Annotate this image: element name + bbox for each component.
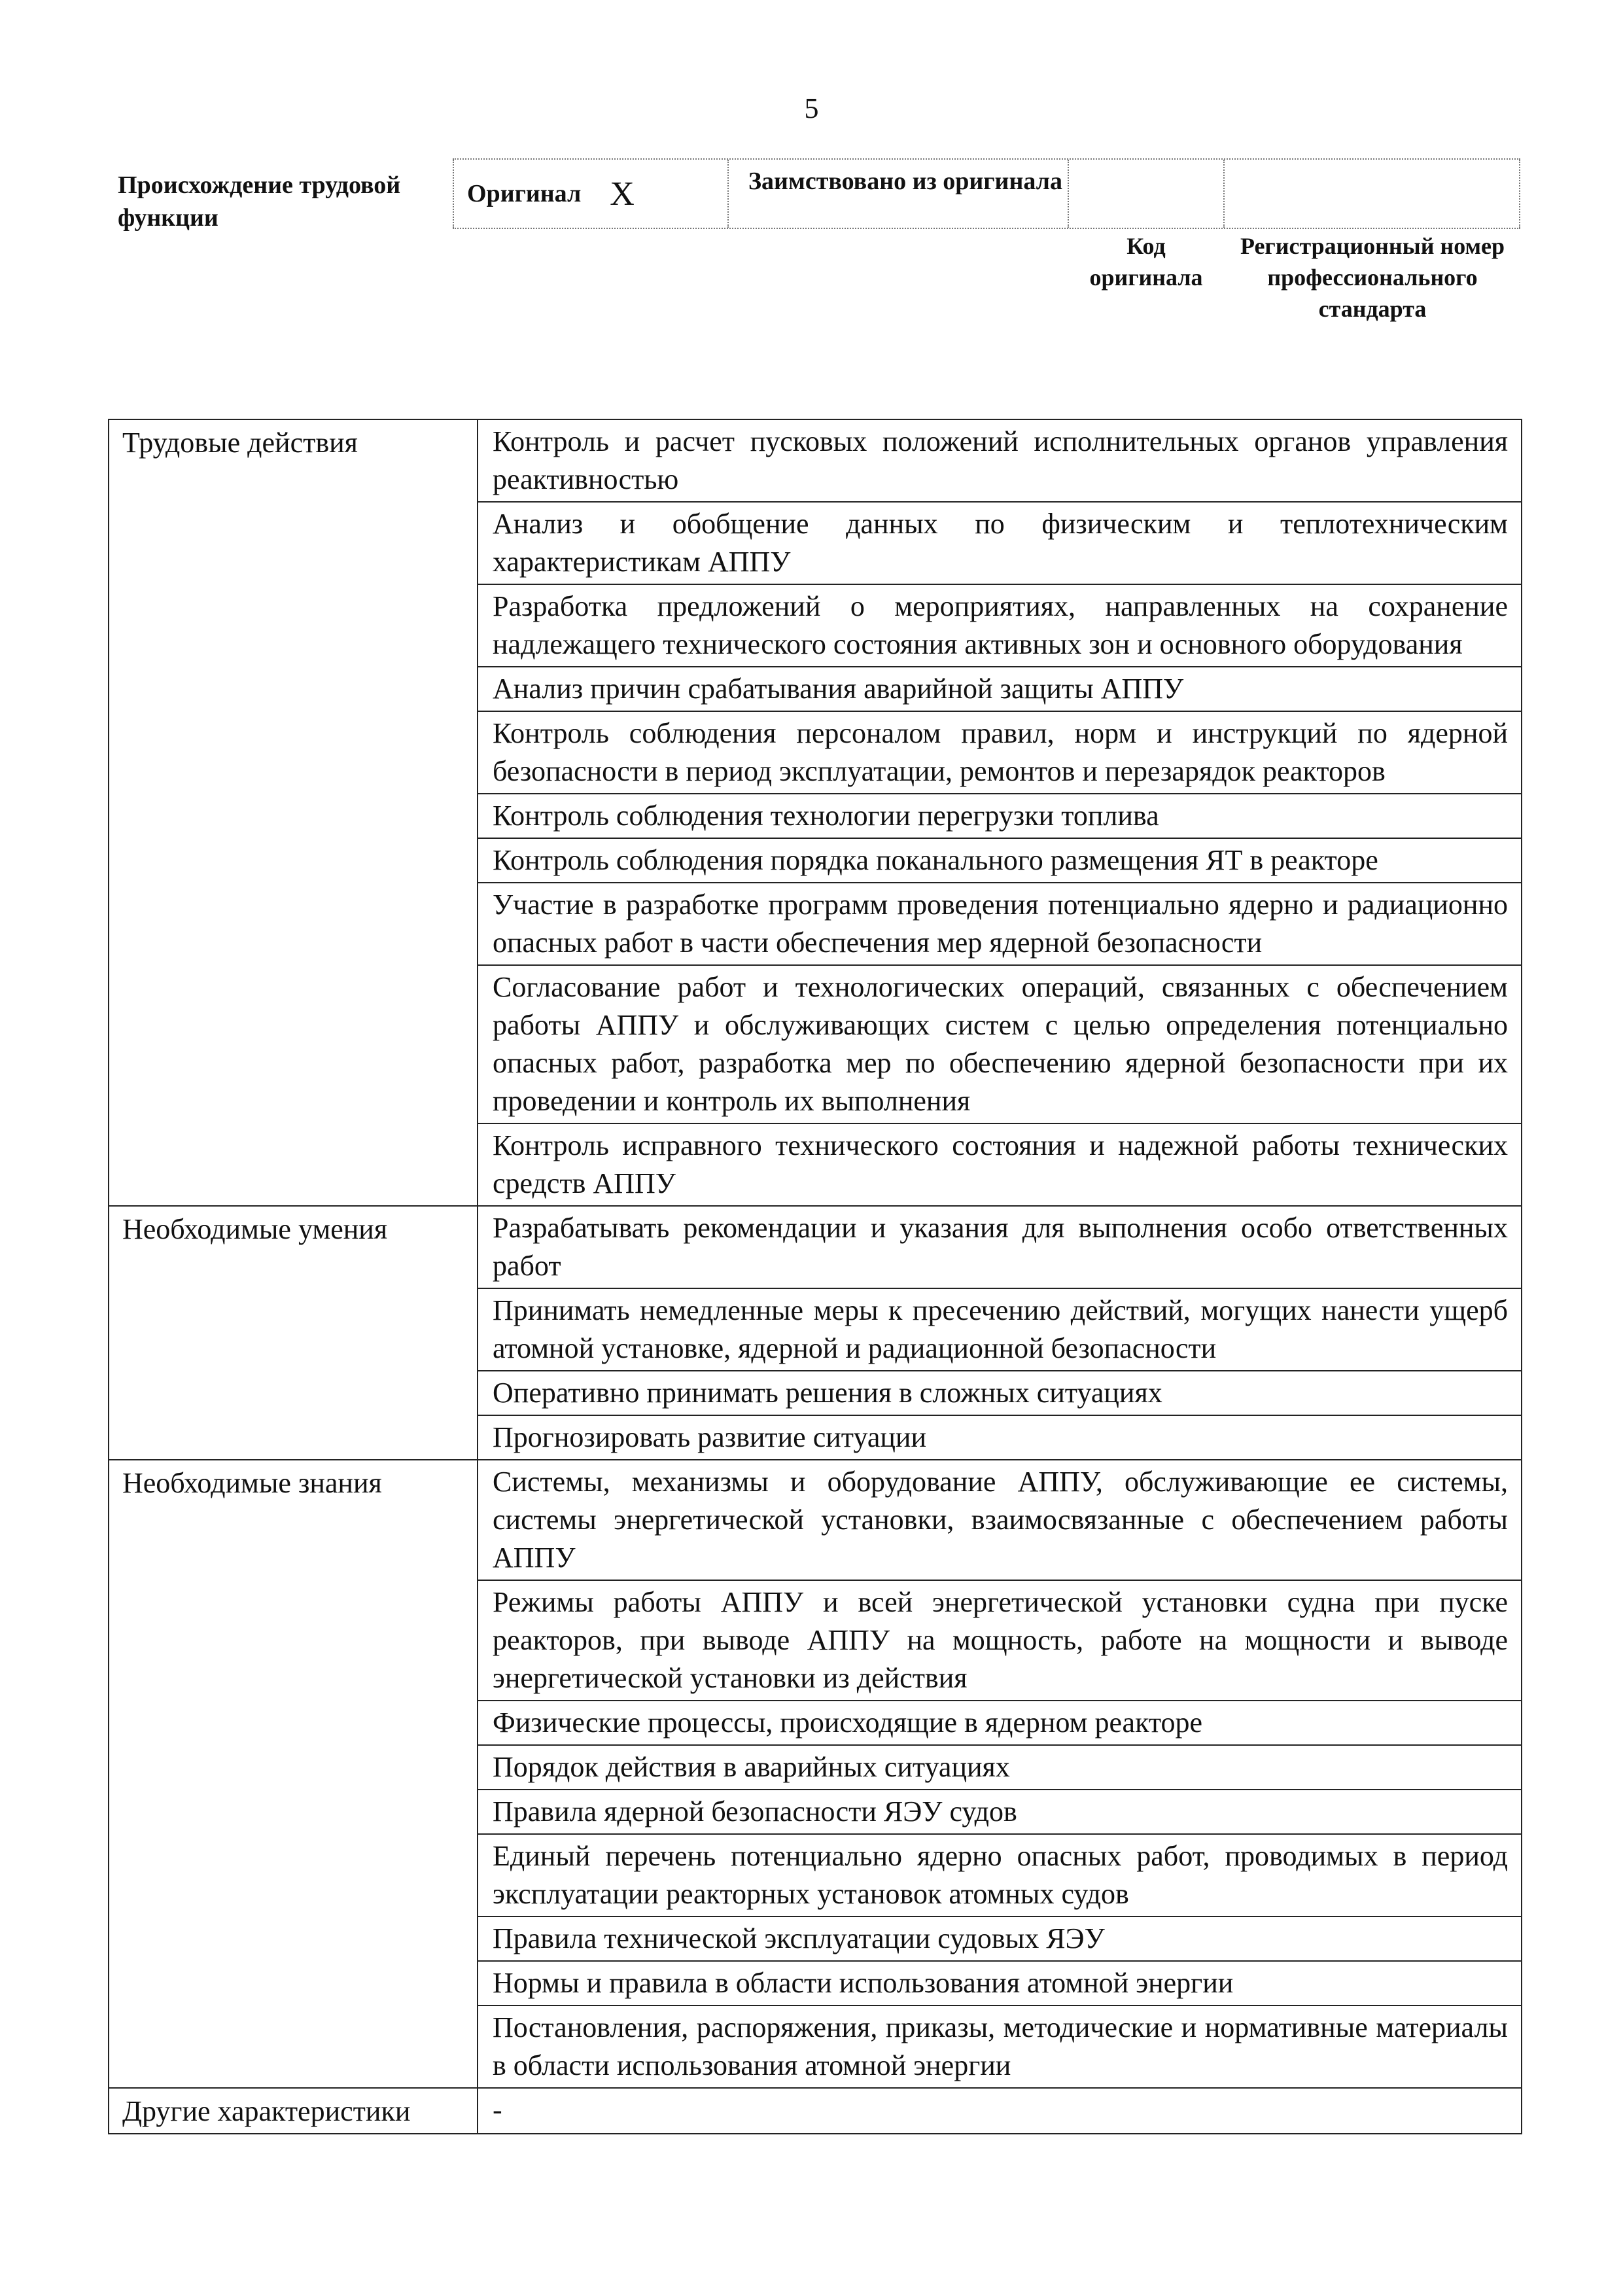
origin-label: Происхождение трудовой функции — [118, 171, 401, 232]
original-cell — [453, 160, 727, 228]
origin-table — [453, 158, 1520, 229]
section-item: Порядок действия в аварийных ситуациях — [478, 1745, 1522, 1790]
section-title-labor-actions: Трудовые действия — [109, 419, 478, 1206]
section-title-required-knowledge: Необходимые знания — [109, 1460, 478, 2088]
code-cell — [1068, 160, 1225, 228]
section-item: Физические процессы, происходящие в ядерном реакторе — [478, 1701, 1522, 1745]
page-number: 5 — [804, 92, 819, 124]
table-row — [109, 1206, 1522, 1288]
reg-number-caption: Регистрационный номер профессионального стандарта — [1240, 233, 1505, 322]
section-item: Правила ядерной безопасности ЯЭУ судов — [478, 1790, 1522, 1834]
section-item: Контроль исправного технического состояния и надежной работы технических средств АППУ — [478, 1123, 1522, 1206]
section-item: Контроль и расчет пусковых положений исполнительных органов управления реактивностью — [478, 419, 1522, 502]
code-caption: Код оригинала — [1089, 233, 1203, 291]
section-item: Разработка предложений о мероприятиях, направленных на сохранение надлежащего технического состояния активных зон и основного оборудования — [478, 584, 1522, 667]
section-item: Режимы работы АППУ и всей энергетической установки судна при пуске реакторов, при выводе АППУ на мощность, работе на мощности и выводе энергетической установки из действия — [478, 1580, 1522, 1701]
section-item: Разрабатывать рекомендации и указания для выполнения особо ответственных работ — [478, 1206, 1522, 1288]
original-label: Оригинал — [467, 180, 582, 207]
section-item: - — [478, 2088, 1522, 2134]
original-mark: X — [610, 175, 635, 213]
section-item: Контроль соблюдения порядка поканального размещения ЯТ в реакторе — [478, 838, 1522, 883]
section-item: Принимать немедленные меры к пресечению действий, могущих нанести ущерб атомной установке, ядерной и радиационной безопасности — [478, 1288, 1522, 1371]
section-item: Анализ и обобщение данных по физическим и теплотехническим характеристикам АППУ — [478, 502, 1522, 584]
section-item: Анализ причин срабатывания аварийной защиты АППУ — [478, 667, 1522, 711]
section-item: Участие в разработке программ проведения потенциально ядерно и радиационно опасных работ в части обеспечения мер ядерной безопасности — [478, 883, 1522, 965]
section-item: Контроль соблюдения технологии перегрузки топлива — [478, 794, 1522, 838]
section-item: Системы, механизмы и оборудование АППУ, обслуживающие ее системы, системы энергетической установки, взаимосвязанные с обеспечением работы АППУ — [478, 1460, 1522, 1580]
table-row — [109, 1460, 1522, 1580]
table-row — [109, 2088, 1522, 2134]
section-item: Контроль соблюдения персоналом правил, норм и инструкций по ядерной безопасности в период эксплуатации, ремонтов и перезарядок реакторов — [478, 711, 1522, 794]
section-title-other-characteristics: Другие характеристики — [109, 2088, 478, 2134]
table-row — [109, 419, 1522, 502]
section-item: Единый перечень потенциально ядерно опасных работ, проводимых в период эксплуатации реакторных установок атомных судов — [478, 1834, 1522, 1916]
section-item: Постановления, распоряжения, приказы, методические и нормативные материалы в области использования атомной энергии — [478, 2005, 1522, 2088]
reg-number-cell — [1225, 160, 1520, 228]
borrowed-cell — [727, 160, 1068, 228]
section-item: Прогнозировать развитие ситуации — [478, 1415, 1522, 1460]
section-item: Правила технической эксплуатации судовых ЯЭУ — [478, 1916, 1522, 1961]
borrowed-label: Заимствовано из оригинала — [748, 168, 1062, 195]
section-title-required-skills: Необходимые умения — [109, 1206, 478, 1460]
function-table — [108, 419, 1522, 2134]
section-item: Согласование работ и технологических операций, связанных с обеспечением работы АППУ и обслуживающих систем с целью определения потенциально опасных работ, разработка мер по обеспечению ядерной безопасности при их проведении и контроль их выполнения — [478, 965, 1522, 1123]
section-item: Нормы и правила в области использования атомной энергии — [478, 1961, 1522, 2005]
section-item: Оперативно принимать решения в сложных ситуациях — [478, 1371, 1522, 1415]
